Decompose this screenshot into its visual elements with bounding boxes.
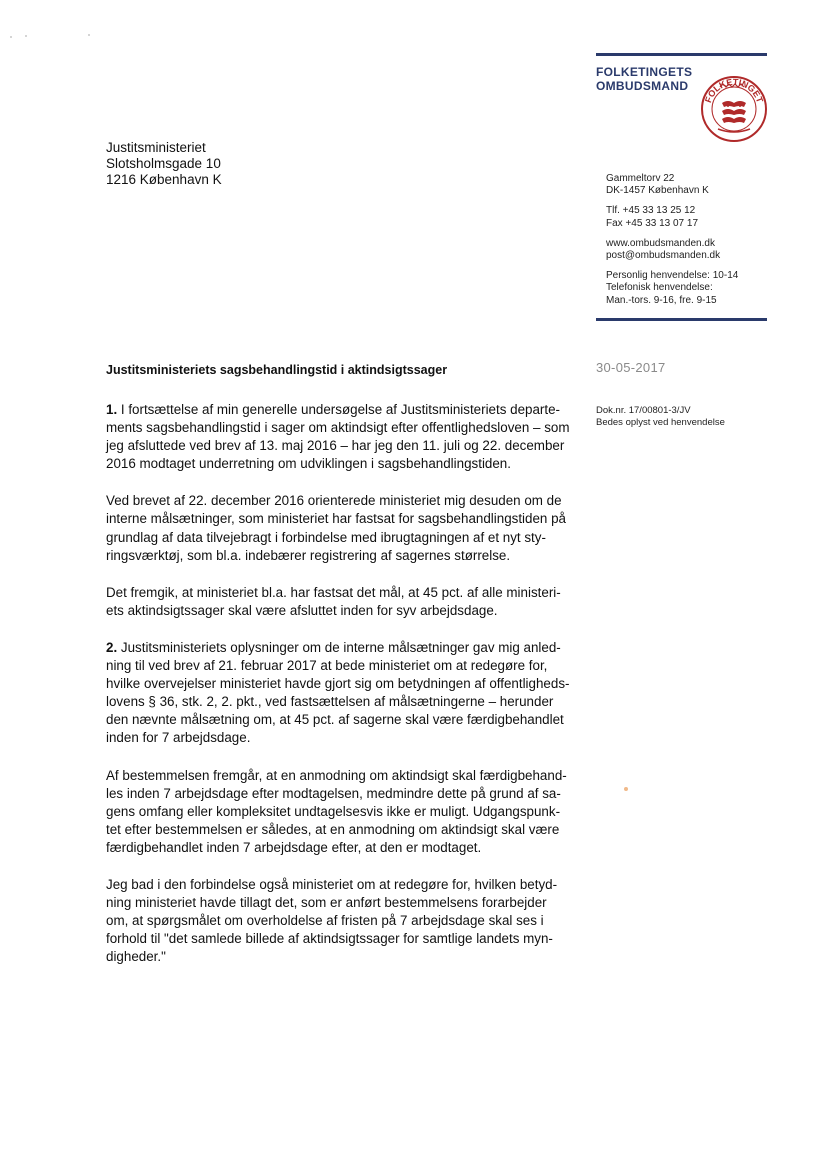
paragraph-line: jeg afsluttede ved brev af 13. maj 2016 – har jeg den 11. juli og 22. december [106,438,565,454]
paragraph-line: Af bestemmelsen fremgår, at en anmodning om aktindsigt skal færdigbehand- [106,767,567,783]
org-name-line2: OMBUDSMAND [596,79,689,93]
paragraph-line: ments sagsbehandlingstid i sager om aktindsigt efter offentlighedsloven – som [106,420,570,436]
document-number: Dok.nr. 17/00801-3/JV [596,405,691,416]
paragraph-line: tet efter bestemmelsen er således, at en anmodning om aktindsigt skal være [106,821,560,837]
paragraph-line: interne målsætninger, som ministeriet har fastsat for sagsbehandlingstiden på [106,511,566,527]
org-name [596,65,706,93]
scan-speck [10,36,12,38]
paragraph [106,401,576,473]
paragraph-line: ringsværktøj, som bl.a. indebærer registrering af sagernes størrelse. [106,547,511,563]
recipient-address [106,140,222,188]
paragraph-line: digheder." [106,949,166,965]
paragraph-line: forhold til "det samlede billede af aktindsigtssager for samtlige landets myn- [106,931,553,947]
paragraph-line-text: I fortsættelse af min generelle undersøgelse af Justitsministeriets departe- [117,402,561,417]
paragraph-line: hvilke overvejelser ministeriet havde gjort sig om betydningen af offentligheds- [106,676,570,692]
scan-speck [25,35,27,37]
paragraph-line: lovens § 36, stk. 2, 2. pkt., ved fastsættelsen af målsætningerne – herunder [106,694,554,710]
paragraph-line: ets aktindsigtssager skal være afsluttet inden for syv arbejdsdage. [106,602,498,618]
contact-fax: Fax +45 33 13 07 17 [606,217,699,229]
recipient-name: Justitsministeriet [106,140,206,155]
paragraph-line [106,639,576,657]
paragraph-line: 2016 modtaget underretning om udviklingen i sagsbehandlingstiden. [106,456,511,472]
paragraph-number: 2. [106,639,118,655]
contact-address2: DK-1457 København K [606,185,709,197]
paragraph-line: inden for 7 arbejdsdage. [106,730,251,746]
paragraph-line-text: Justitsministeriets oplysninger om de interne målsætninger gav mig anled- [117,639,561,655]
document-reference [596,405,725,429]
scan-artifact-dot [624,787,628,791]
paragraph [106,492,576,564]
document-reference-note: Bedes oplyst ved henvendelse [596,417,725,428]
ombudsman-contact-block [606,173,768,307]
letter-date: 30-05-2017 [596,360,666,375]
recipient-city: 1216 København K [106,172,222,187]
paragraph-line: gens omfang eller kompleksitet undtagelsesvis ikke er muligt. Udgangspunk- [106,803,561,819]
svg-text:FOLKETINGET: FOLKETINGET [703,76,765,105]
letter-subject: Justitsministeriets sagsbehandlingstid i aktindsigtssager [106,363,448,377]
letterhead-top-rule [596,53,767,56]
contact-email: post@ombudsmanden.dk [606,250,721,262]
paragraph-line: Jeg bad i den forbindelse også ministeriet om at redegøre for, hvilken betyd- [106,876,558,892]
paragraph-line: ning til ved brev af 21. februar 2017 at bede ministeriet om at redegøre for, [106,658,548,674]
paragraph [106,639,576,748]
contact-phone-hours: Man.-tors. 9-16, fre. 9-15 [606,294,717,306]
paragraph-line: Ved brevet af 22. december 2016 orienterede ministeriet mig desuden om de [106,493,562,509]
paragraph [106,876,576,966]
paragraph-line: les inden 7 arbejdsdage efter modtagelsen, medmindre dette på grund af sa- [106,785,561,801]
paragraph-line: den nævnte målsætning om, at 45 pct. af sagerne skal være færdigbehandlet [106,712,564,728]
paragraph-line: Det fremgik, at ministeriet bl.a. har fastsat det mål, at 45 pct. af alle ministeri- [106,584,561,600]
paragraph-line: om, at spørgsmålet om overholdelse af fristen på 7 arbejdsdage skal ses i [106,913,544,929]
paragraph-line: ning ministeriet havde tillagt det, som er anført bestemmelsens forarbejder [106,895,547,911]
contact-phone-label: Telefonisk henvendelse: [606,282,713,294]
contact-web: www.ombudsmanden.dk [606,237,715,249]
letterhead-bottom-rule [596,318,767,321]
paragraph-line: færdigbehandlet inden 7 arbejdsdage efter, at den er modtaget. [106,839,482,855]
contact-address1: Gammeltorv 22 [606,173,675,184]
paragraph [106,767,576,857]
scan-speck [88,34,90,36]
recipient-street: Slotsholmsgade 10 [106,156,221,171]
paragraph-line: grundlag af data tilvejebragt i forbindelse med ibrugtagningen af et nyt sty- [106,529,546,545]
letter-body [106,401,576,985]
org-name-line1: FOLKETINGETS [596,65,693,79]
paragraph [106,584,576,620]
paragraph-number: 1. [106,402,118,417]
contact-personal-hours: Personlig henvendelse: 10-14 [606,270,739,282]
contact-phone: Tlf. +45 33 13 25 12 [606,205,696,217]
folketinget-seal-logo [700,75,768,143]
paragraph-line [106,401,576,419]
